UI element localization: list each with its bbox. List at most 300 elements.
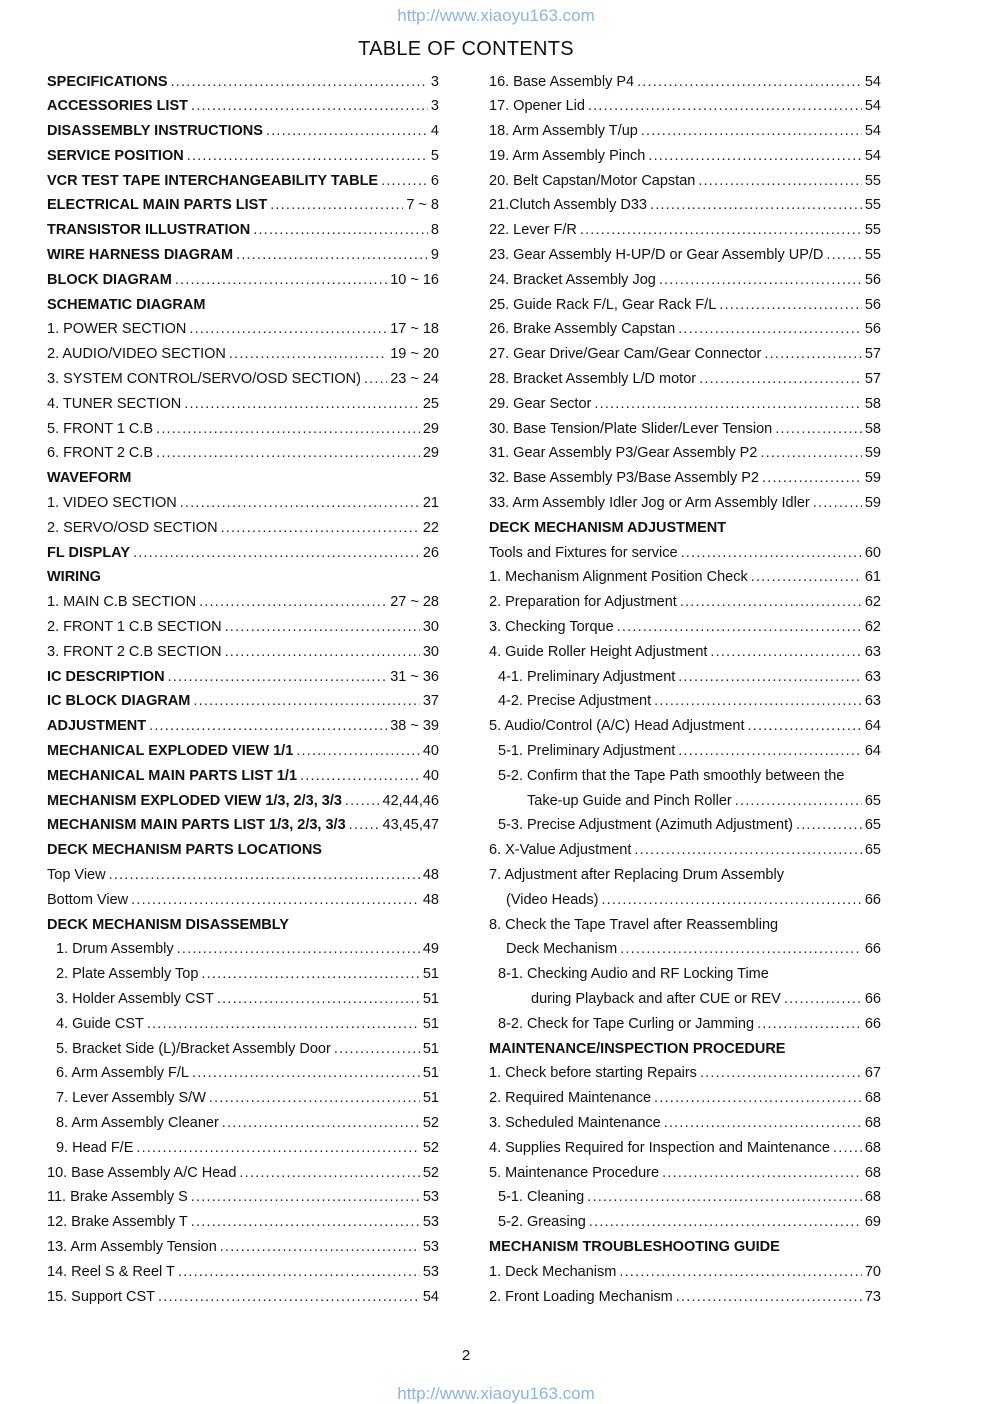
toc-section-heading <box>47 293 439 318</box>
dot-leader <box>620 937 862 962</box>
toc-entry-label: 1. MAIN C.B SECTION <box>47 594 197 611</box>
toc-entry-page: 68 <box>864 1114 881 1131</box>
toc-entry-page: 66 <box>864 1015 881 1032</box>
toc-entry-label: 6. X-Value Adjustment <box>489 842 632 859</box>
dot-leader <box>222 1111 420 1136</box>
toc-entry <box>489 987 881 1012</box>
toc-entry <box>489 441 881 466</box>
toc-entry-label: 3. FRONT 2 C.B SECTION <box>47 643 222 660</box>
toc-entry-page: 55 <box>864 172 881 189</box>
toc-entry-label: 9. Head F/E <box>56 1139 134 1156</box>
toc-entry-page: 3 <box>430 73 439 90</box>
toc-entry <box>47 764 439 789</box>
toc-entry-page: 10 ~ 16 <box>390 271 439 288</box>
toc-entry <box>489 1285 881 1310</box>
toc-entry <box>489 119 881 144</box>
toc-left-column <box>47 70 439 1310</box>
toc-entry-label: 24. Bracket Assembly Jog <box>489 271 656 288</box>
toc-entry <box>489 640 881 665</box>
dot-leader <box>220 1235 420 1260</box>
dot-leader <box>680 590 862 615</box>
toc-section-heading <box>47 466 439 491</box>
toc-entry <box>47 640 439 665</box>
toc-entry <box>47 417 439 442</box>
dot-leader <box>775 417 862 442</box>
toc-entry-page: 70 <box>864 1263 881 1280</box>
toc-entry-label: MECHANISM EXPLODED VIEW 1/3, 2/3, 3/3 <box>47 792 342 809</box>
toc-entry-label: WAVEFORM <box>47 470 132 487</box>
toc-entry-page: 66 <box>864 941 881 958</box>
toc-entry-label: 2. SERVO/OSD SECTION <box>47 519 218 536</box>
toc-entry <box>47 888 439 913</box>
toc-section-heading <box>489 1235 881 1260</box>
toc-entry <box>489 367 881 392</box>
dot-leader <box>168 665 388 690</box>
toc-entry-label: VCR TEST TAPE INTERCHANGEABILITY TABLE <box>47 172 379 189</box>
dot-leader <box>156 441 420 466</box>
dot-leader <box>201 962 419 987</box>
toc-entry <box>489 1161 881 1186</box>
toc-entry-page: 9 <box>430 247 439 264</box>
toc-entry <box>47 987 439 1012</box>
dot-leader <box>676 1285 862 1310</box>
toc-entry-label: DECK MECHANISM PARTS LOCATIONS <box>47 842 322 859</box>
toc-entry-label: 5. Maintenance Procedure <box>489 1164 660 1181</box>
toc-entry-page: 29 <box>422 445 439 462</box>
toc-entry-label: 32. Base Assembly P3/Base Assembly P2 <box>489 470 759 487</box>
toc-entry <box>47 70 439 95</box>
toc-entry-label: 1. Check before starting Repairs <box>489 1065 697 1082</box>
dot-leader <box>381 169 428 194</box>
toc-entry-page: 63 <box>864 668 881 685</box>
dot-leader <box>601 888 861 913</box>
toc-entry-label: 21.Clutch Assembly D33 <box>489 197 647 214</box>
dot-leader <box>833 1136 862 1161</box>
toc-entry-page: 67 <box>864 1065 881 1082</box>
toc-section-heading <box>489 516 881 541</box>
dot-leader <box>136 1136 419 1161</box>
dot-leader <box>587 1185 862 1210</box>
dot-leader <box>133 541 420 566</box>
toc-entry <box>47 1161 439 1186</box>
toc-entry <box>47 665 439 690</box>
toc-entry-page: 51 <box>422 1015 439 1032</box>
toc-entry-page: 63 <box>864 643 881 660</box>
toc-entry <box>47 962 439 987</box>
dot-leader <box>193 689 419 714</box>
toc-entry-label: during Playback and after CUE or REV <box>531 990 781 1007</box>
toc-entry-label: 7. Adjustment after Replacing Drum Assembly <box>489 867 784 883</box>
toc-entry-label: 25. Guide Rack F/L, Gear Rack F/L <box>489 296 717 313</box>
toc-entry <box>47 491 439 516</box>
toc-entry <box>489 392 881 417</box>
toc-entry-page: 17 ~ 18 <box>390 321 439 338</box>
toc-entry-page: 6 <box>430 172 439 189</box>
toc-entry-page: 54 <box>422 1288 439 1305</box>
toc-entry-page: 64 <box>864 718 881 735</box>
toc-entry <box>47 1086 439 1111</box>
toc-entry-page: 51 <box>422 1065 439 1082</box>
toc-entry <box>489 417 881 442</box>
toc-entry-page: 56 <box>864 296 881 313</box>
dot-leader <box>735 789 862 814</box>
dot-leader <box>659 268 862 293</box>
toc-entry <box>47 342 439 367</box>
toc-entry-label: 27. Gear Drive/Gear Cam/Gear Connector <box>489 346 762 363</box>
toc-entry-page: 51 <box>422 1090 439 1107</box>
toc-entry-page: 26 <box>422 544 439 561</box>
toc-entry-page: 40 <box>422 743 439 760</box>
toc-entry-label: SPECIFICATIONS <box>47 73 168 90</box>
toc-entry <box>489 739 881 764</box>
toc-entry <box>489 491 881 516</box>
dot-leader <box>699 367 862 392</box>
dot-leader <box>364 367 387 392</box>
toc-entry-label: 2. Plate Assembly Top <box>56 966 199 983</box>
toc-entry-page: 69 <box>864 1214 881 1231</box>
toc-entry-page: 4 <box>430 123 439 140</box>
dot-leader <box>678 317 862 342</box>
toc-entry <box>489 193 881 218</box>
toc-entry-label: 28. Bracket Assembly L/D motor <box>489 371 697 388</box>
toc-entry-page: 66 <box>864 891 881 908</box>
dot-leader <box>345 789 380 814</box>
toc-entry-page: 53 <box>422 1238 439 1255</box>
toc-entry-page: 54 <box>864 123 881 140</box>
toc-entry-page: 5 <box>430 147 439 164</box>
toc-entry <box>47 1061 439 1086</box>
toc-entry-label: 10. Base Assembly A/C Head <box>47 1164 237 1181</box>
dot-leader <box>239 1161 419 1186</box>
toc-entry-label: MECHANISM TROUBLESHOOTING GUIDE <box>489 1238 780 1255</box>
toc-entry-label: 2. Required Maintenance <box>489 1090 652 1107</box>
toc-entry <box>47 441 439 466</box>
toc-entry-page: 73 <box>864 1288 881 1305</box>
toc-entry <box>489 962 881 987</box>
toc-entry-page: 23 ~ 24 <box>390 371 439 388</box>
toc-entry <box>47 1185 439 1210</box>
toc-entry-label: 5-2. Confirm that the Tape Path smoothly between the <box>498 767 845 784</box>
toc-entry-label: 26. Brake Assembly Capstan <box>489 321 676 338</box>
toc-entry-label: 31. Gear Assembly P3/Gear Assembly P2 <box>489 445 758 462</box>
toc-entry-page: 25 <box>422 395 439 412</box>
toc-entry-page: 59 <box>864 495 881 512</box>
dot-leader <box>192 1061 420 1086</box>
dot-leader <box>662 1161 862 1186</box>
toc-entry-page: 51 <box>422 966 439 983</box>
dot-leader <box>209 1086 420 1111</box>
toc-entry <box>489 838 881 863</box>
toc-entry <box>47 714 439 739</box>
toc-entry-label: Bottom View <box>47 891 129 908</box>
toc-entry-page: 51 <box>422 1040 439 1057</box>
dot-leader <box>199 590 387 615</box>
toc-entry-label: 5. Audio/Control (A/C) Head Adjustment <box>489 718 745 735</box>
dot-leader <box>634 838 861 863</box>
dot-leader <box>177 937 420 962</box>
dot-leader <box>236 243 428 268</box>
toc-entry-label: SERVICE POSITION <box>47 147 184 164</box>
dot-leader <box>594 392 862 417</box>
toc-entry-label: 2. AUDIO/VIDEO SECTION <box>47 346 226 363</box>
toc-entry-page: 65 <box>864 817 881 834</box>
dot-leader <box>253 218 428 243</box>
toc-entry-label: 30. Base Tension/Plate Slider/Lever Tension <box>489 420 773 437</box>
toc-section-heading <box>47 565 439 590</box>
toc-entry <box>489 1012 881 1037</box>
toc-entry <box>489 590 881 615</box>
footer-url[interactable]: http://www.xiaoyu163.com <box>397 1384 595 1403</box>
toc-entry <box>489 1111 881 1136</box>
toc-entry-label: 3. Holder Assembly CST <box>56 990 214 1007</box>
toc-entry <box>489 243 881 268</box>
toc-entry-label: 4-1. Preliminary Adjustment <box>498 668 676 685</box>
toc-entry <box>47 218 439 243</box>
toc-entry-page: 60 <box>864 544 881 561</box>
dot-leader <box>664 1111 862 1136</box>
toc-entry-page: 55 <box>864 222 881 239</box>
dot-leader <box>619 1260 862 1285</box>
toc-entry-label: 6. Arm Assembly F/L <box>56 1065 189 1082</box>
toc-entry <box>47 119 439 144</box>
toc-entry-label: 5. FRONT 1 C.B <box>47 420 154 437</box>
dot-leader <box>641 119 862 144</box>
page-title: TABLE OF CONTENTS <box>358 38 574 60</box>
toc-entry-label: Top View <box>47 867 106 883</box>
toc-entry-label: 8. Check the Tape Travel after Reassembling <box>489 916 779 933</box>
toc-entry-page: 37 <box>422 693 439 710</box>
toc-entry-label: 1. POWER SECTION <box>47 321 187 338</box>
toc-entry <box>489 615 881 640</box>
toc-entry-label: 8. Arm Assembly Cleaner <box>56 1114 219 1131</box>
toc-entry-page: 55 <box>864 247 881 264</box>
toc-entry-page: 22 <box>422 519 439 536</box>
toc-entry-label: 18. Arm Assembly T/up <box>489 123 638 140</box>
toc-entry-label: 2. Front Loading Mechanism <box>489 1288 673 1305</box>
toc-entry-page: 53 <box>422 1263 439 1280</box>
toc-entry <box>47 317 439 342</box>
toc-entry <box>489 1086 881 1111</box>
dot-leader <box>131 888 420 913</box>
toc-entry-label: MECHANICAL EXPLODED VIEW 1/1 <box>47 743 294 760</box>
toc-entry-label: Deck Mechanism <box>506 941 618 958</box>
toc-entry <box>489 937 881 962</box>
toc-entry-page: 3 <box>430 98 439 115</box>
dot-leader <box>178 1260 420 1285</box>
dot-leader <box>648 144 862 169</box>
toc-entry-label: 1. Mechanism Alignment Position Check <box>489 569 748 586</box>
toc-entry-page: 62 <box>864 619 881 636</box>
toc-entry-page: 48 <box>422 867 439 883</box>
toc-entry <box>47 1285 439 1310</box>
toc-entry-label: 8-1. Checking Audio and RF Locking Time <box>498 966 769 983</box>
toc-entry-label: Tools and Fixtures for service <box>489 544 678 561</box>
toc-entry-page: 30 <box>422 643 439 660</box>
toc-entry-page: 29 <box>422 420 439 437</box>
toc-entry-label: 19. Arm Assembly Pinch <box>489 147 646 164</box>
toc-entry-page: 7 ~ 8 <box>406 197 439 214</box>
toc-entry <box>47 367 439 392</box>
toc-entry-label: 3. SYSTEM CONTROL/SERVO/OSD SECTION) <box>47 371 361 388</box>
dot-leader <box>748 714 862 739</box>
toc-entry-label: 6. FRONT 2 C.B <box>47 445 154 462</box>
toc-entry-label: 5-3. Precise Adjustment (Azimuth Adjustment) <box>498 817 793 834</box>
toc-entry <box>489 1061 881 1086</box>
toc-entry <box>489 913 881 938</box>
toc-entry-label: DECK MECHANISM DISASSEMBLY <box>47 916 289 933</box>
toc-entry-page: 38 ~ 39 <box>390 718 439 735</box>
toc-entry-label: SCHEMATIC DIAGRAM <box>47 296 206 313</box>
toc-entry-label: 7. Lever Assembly S/W <box>56 1090 206 1107</box>
toc-entry <box>489 342 881 367</box>
toc-entry <box>489 169 881 194</box>
toc-entry <box>489 813 881 838</box>
toc-entry-page: 64 <box>864 743 881 760</box>
dot-leader <box>191 1210 420 1235</box>
toc-entry <box>489 541 881 566</box>
toc-entry-label: 16. Base Assembly P4 <box>489 73 635 90</box>
page-number: 2 <box>461 1347 471 1364</box>
toc-entry-page: 40 <box>422 767 439 784</box>
dot-leader <box>719 293 862 318</box>
toc-entry-page: 66 <box>864 990 881 1007</box>
toc-entry-page: 30 <box>422 619 439 636</box>
toc-entry-label: 33. Arm Assembly Idler Jog or Arm Assembly Idler <box>489 495 810 512</box>
toc-entry <box>489 714 881 739</box>
toc-entry <box>489 144 881 169</box>
dot-leader <box>796 813 862 838</box>
toc-entry <box>489 94 881 119</box>
toc-entry-page: 52 <box>422 1114 439 1131</box>
toc-section-heading <box>47 838 439 863</box>
dot-leader <box>784 987 862 1012</box>
toc-entry <box>47 789 439 814</box>
toc-entry-label: TRANSISTOR ILLUSTRATION <box>47 222 251 239</box>
dot-leader <box>300 764 420 789</box>
toc-entry-page: 58 <box>864 420 881 437</box>
toc-entry <box>47 590 439 615</box>
dot-leader <box>229 342 387 367</box>
toc-entry-page: 56 <box>864 271 881 288</box>
dot-leader <box>349 813 380 838</box>
toc-entry <box>489 1210 881 1235</box>
dot-leader <box>156 417 420 442</box>
toc-entry-page: 51 <box>422 990 439 1007</box>
toc-entry-label: MAINTENANCE/INSPECTION PROCEDURE <box>489 1040 786 1057</box>
toc-entry-label: 4. Guide Roller Height Adjustment <box>489 643 708 660</box>
toc-entry-label: 1. Deck Mechanism <box>489 1263 617 1280</box>
toc-entry <box>47 193 439 218</box>
toc-entry-label: 5-2. Greasing <box>498 1214 586 1231</box>
dot-leader <box>225 640 420 665</box>
dot-leader <box>184 392 420 417</box>
toc-entry-page: 53 <box>422 1189 439 1206</box>
toc-entry-page: 62 <box>864 594 881 611</box>
toc-entry <box>47 1136 439 1161</box>
dot-leader <box>751 565 862 590</box>
dot-leader <box>589 1210 862 1235</box>
toc-entry-page: 52 <box>422 1139 439 1156</box>
toc-entry-page: 63 <box>864 693 881 710</box>
toc-entry-label: 20. Belt Capstan/Motor Capstan <box>489 172 696 189</box>
dot-leader <box>225 615 420 640</box>
toc-entry <box>489 268 881 293</box>
toc-entry <box>489 764 881 789</box>
toc-entry-label: 29. Gear Sector <box>489 395 592 412</box>
toc-entry <box>489 888 881 913</box>
dot-leader <box>221 516 420 541</box>
toc-entry-label: DISASSEMBLY INSTRUCTIONS <box>47 123 263 140</box>
toc-entry-label: 17. Opener Lid <box>489 98 585 115</box>
toc-entry <box>489 1136 881 1161</box>
toc-entry <box>489 789 881 814</box>
dot-leader <box>191 94 428 119</box>
dot-leader <box>147 1012 420 1037</box>
toc-entry-label: BLOCK DIAGRAM <box>47 271 172 288</box>
toc-entry-label: Take-up Guide and Pinch Roller <box>527 792 732 809</box>
toc-entry <box>489 70 881 95</box>
toc-entry <box>47 1111 439 1136</box>
toc-entry-label: 4. Supplies Required for Inspection and Maintenance <box>489 1139 830 1156</box>
toc-entry-label: 5-1. Cleaning <box>498 1189 585 1206</box>
toc-entry-page: 54 <box>864 98 881 115</box>
dot-leader <box>678 665 862 690</box>
dot-leader <box>180 491 420 516</box>
toc-entry <box>489 293 881 318</box>
toc-entry-page: 53 <box>422 1214 439 1231</box>
toc-entry-label: WIRE HARNESS DIAGRAM <box>47 247 234 264</box>
toc-section-heading <box>47 913 439 938</box>
dot-leader <box>270 193 403 218</box>
toc-entry-page: 57 <box>864 346 881 363</box>
toc-entry <box>47 1012 439 1037</box>
toc-entry-label: 5-1. Preliminary Adjustment <box>498 743 676 760</box>
dot-leader <box>217 987 420 1012</box>
toc-entry-label: MECHANICAL MAIN PARTS LIST 1/1 <box>47 767 298 784</box>
toc-entry-page: 68 <box>864 1139 881 1156</box>
toc-entry-label: ELECTRICAL MAIN PARTS LIST <box>47 197 268 214</box>
toc-entry-page: 21 <box>422 495 439 512</box>
toc-entry-label: 2. FRONT 1 C.B SECTION <box>47 619 222 636</box>
toc-entry <box>47 516 439 541</box>
toc-entry <box>489 689 881 714</box>
toc-entry-label: FL DISPLAY <box>47 544 130 561</box>
dot-leader <box>334 1037 420 1062</box>
dot-leader <box>175 268 387 293</box>
toc-entry-page: 56 <box>864 321 881 338</box>
toc-right-column <box>489 70 881 1310</box>
dot-leader <box>678 739 862 764</box>
toc-entry-page: 27 ~ 28 <box>390 594 439 611</box>
dot-leader <box>700 1061 862 1086</box>
toc-entry <box>489 1260 881 1285</box>
toc-entry-label: ACCESSORIES LIST <box>47 98 188 115</box>
toc-entry-label: 1. Drum Assembly <box>56 941 174 958</box>
header-url[interactable]: http://www.xiaoyu163.com <box>397 6 595 25</box>
dot-leader <box>187 144 428 169</box>
dot-leader <box>654 689 862 714</box>
toc-entry <box>47 94 439 119</box>
toc-entry <box>47 541 439 566</box>
toc-entry-label: 15. Support CST <box>47 1288 155 1305</box>
toc-entry <box>47 1260 439 1285</box>
toc-entry-page: 59 <box>864 470 881 487</box>
toc-entry-label: IC BLOCK DIAGRAM <box>47 693 191 710</box>
toc-section-heading <box>489 1037 881 1062</box>
toc-entry <box>47 268 439 293</box>
toc-entry <box>47 1235 439 1260</box>
toc-entry <box>47 739 439 764</box>
